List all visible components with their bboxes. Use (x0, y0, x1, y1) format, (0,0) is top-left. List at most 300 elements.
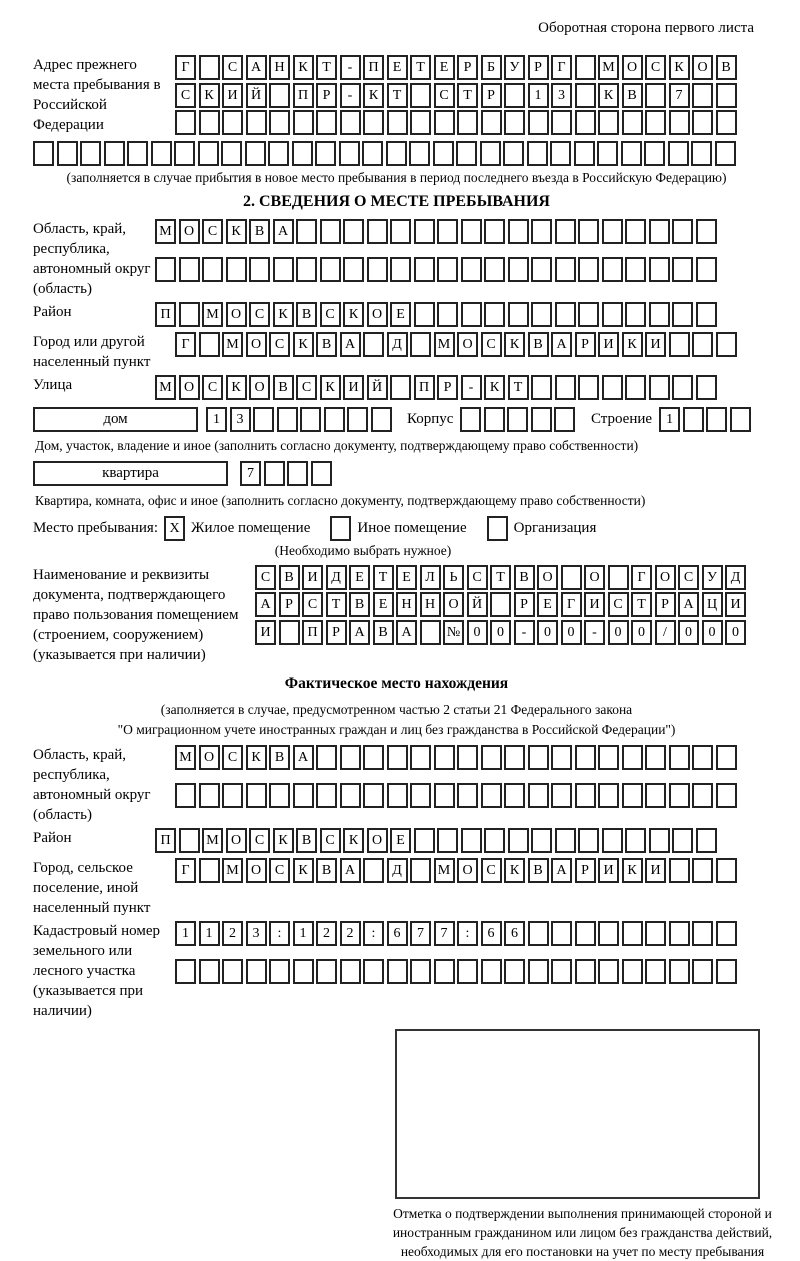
char-cell[interactable]: О (246, 858, 267, 883)
char-cell[interactable]: Р (481, 83, 502, 108)
char-cell[interactable] (409, 141, 430, 166)
char-cell[interactable] (269, 83, 290, 108)
char-cell[interactable] (320, 257, 341, 282)
char-cell[interactable]: Е (537, 592, 558, 617)
char-cell[interactable] (480, 141, 501, 166)
char-cell[interactable] (696, 375, 717, 400)
char-cell[interactable] (199, 783, 220, 808)
char-cell[interactable] (691, 141, 712, 166)
char-cell[interactable]: К (598, 83, 619, 108)
char-cell[interactable] (363, 858, 384, 883)
char-cell[interactable] (269, 959, 290, 984)
char-cell[interactable]: Т (373, 565, 394, 590)
char-cell[interactable] (598, 921, 619, 946)
char-cell[interactable] (645, 110, 666, 135)
char-cell[interactable]: И (584, 592, 605, 617)
char-cell[interactable] (199, 55, 220, 80)
char-cell[interactable]: И (645, 332, 666, 357)
char-cell[interactable] (608, 565, 629, 590)
char-cell[interactable]: 0 (561, 620, 582, 645)
char-cell[interactable]: К (226, 219, 247, 244)
char-cell[interactable] (414, 219, 435, 244)
char-cell[interactable]: 2 (316, 921, 337, 946)
char-cell[interactable]: Й (246, 83, 267, 108)
char-cell[interactable]: Е (373, 592, 394, 617)
char-cell[interactable] (504, 783, 525, 808)
char-cell[interactable] (484, 302, 505, 327)
char-cell[interactable] (343, 257, 364, 282)
char-cell[interactable] (574, 141, 595, 166)
char-cell[interactable] (692, 858, 713, 883)
char-cell[interactable]: Б (481, 55, 502, 80)
char-cell[interactable]: : (269, 921, 290, 946)
char-cell[interactable] (461, 257, 482, 282)
char-cell[interactable]: 6 (481, 921, 502, 946)
char-cell[interactable] (179, 828, 200, 853)
char-cell[interactable] (692, 783, 713, 808)
char-cell[interactable] (706, 407, 727, 432)
char-cell[interactable]: К (363, 83, 384, 108)
char-cell[interactable]: Г (551, 55, 572, 80)
char-cell[interactable] (175, 783, 196, 808)
char-cell[interactable] (347, 407, 368, 432)
char-cell[interactable]: О (246, 332, 267, 357)
char-cell[interactable] (363, 110, 384, 135)
char-cell[interactable]: Н (269, 55, 290, 80)
char-cell[interactable]: С (302, 592, 323, 617)
char-cell[interactable] (551, 745, 572, 770)
char-cell[interactable]: Р (655, 592, 676, 617)
char-cell[interactable]: Т (631, 592, 652, 617)
char-cell[interactable] (292, 141, 313, 166)
char-cell[interactable]: М (202, 302, 223, 327)
char-cell[interactable] (578, 375, 599, 400)
char-cell[interactable] (481, 783, 502, 808)
char-cell[interactable]: Н (420, 592, 441, 617)
char-cell[interactable] (508, 257, 529, 282)
char-cell[interactable] (551, 959, 572, 984)
char-cell[interactable] (622, 783, 643, 808)
char-cell[interactable] (555, 302, 576, 327)
char-cell[interactable]: О (367, 302, 388, 327)
char-cell[interactable] (457, 110, 478, 135)
char-cell[interactable] (222, 783, 243, 808)
char-cell[interactable] (531, 257, 552, 282)
char-cell[interactable]: К (622, 332, 643, 357)
char-cell[interactable]: С (202, 375, 223, 400)
char-cell[interactable]: Т (326, 592, 347, 617)
char-cell[interactable] (669, 745, 690, 770)
char-cell[interactable]: Е (349, 565, 370, 590)
char-cell[interactable] (598, 745, 619, 770)
char-cell[interactable]: В (528, 858, 549, 883)
char-cell[interactable]: Г (175, 55, 196, 80)
char-cell[interactable]: К (622, 858, 643, 883)
char-cell[interactable] (503, 141, 524, 166)
char-cell[interactable]: В (316, 858, 337, 883)
char-cell[interactable]: 0 (631, 620, 652, 645)
char-cell[interactable] (80, 141, 101, 166)
char-cell[interactable]: С (222, 745, 243, 770)
char-cell[interactable] (387, 110, 408, 135)
char-cell[interactable] (461, 219, 482, 244)
char-cell[interactable] (621, 141, 642, 166)
char-cell[interactable]: М (222, 332, 243, 357)
char-cell[interactable] (414, 257, 435, 282)
char-cell[interactable] (692, 921, 713, 946)
char-cell[interactable]: К (343, 302, 364, 327)
char-cell[interactable] (531, 219, 552, 244)
char-cell[interactable]: П (414, 375, 435, 400)
checkbox-residential[interactable]: X (164, 516, 185, 541)
char-cell[interactable] (437, 302, 458, 327)
char-cell[interactable] (287, 461, 308, 486)
char-cell[interactable] (528, 783, 549, 808)
char-cell[interactable]: О (367, 828, 388, 853)
char-cell[interactable] (508, 302, 529, 327)
char-cell[interactable] (199, 110, 220, 135)
char-cell[interactable] (293, 110, 314, 135)
char-cell[interactable] (410, 83, 431, 108)
char-cell[interactable]: К (293, 332, 314, 357)
char-cell[interactable]: С (255, 565, 276, 590)
char-cell[interactable] (598, 959, 619, 984)
char-cell[interactable] (434, 959, 455, 984)
checkbox-organization[interactable] (487, 516, 508, 541)
char-cell[interactable]: Е (387, 55, 408, 80)
char-cell[interactable] (602, 828, 623, 853)
char-cell[interactable]: С (269, 858, 290, 883)
char-cell[interactable]: О (443, 592, 464, 617)
char-cell[interactable]: С (434, 83, 455, 108)
char-cell[interactable]: - (340, 55, 361, 80)
char-cell[interactable] (622, 959, 643, 984)
char-cell[interactable] (598, 110, 619, 135)
char-cell[interactable]: П (293, 83, 314, 108)
char-cell[interactable] (481, 959, 502, 984)
char-cell[interactable]: С (296, 375, 317, 400)
char-cell[interactable] (269, 783, 290, 808)
char-cell[interactable] (199, 959, 220, 984)
char-cell[interactable]: М (222, 858, 243, 883)
char-cell[interactable] (340, 110, 361, 135)
char-cell[interactable] (602, 375, 623, 400)
char-cell[interactable]: Н (396, 592, 417, 617)
char-cell[interactable]: 0 (725, 620, 746, 645)
char-cell[interactable] (649, 219, 670, 244)
char-cell[interactable]: / (655, 620, 676, 645)
char-cell[interactable]: 1 (206, 407, 227, 432)
char-cell[interactable]: И (598, 332, 619, 357)
char-cell[interactable] (456, 141, 477, 166)
char-cell[interactable] (696, 257, 717, 282)
char-cell[interactable] (316, 783, 337, 808)
char-cell[interactable]: И (645, 858, 666, 883)
char-cell[interactable] (367, 257, 388, 282)
char-cell[interactable] (551, 921, 572, 946)
char-cell[interactable] (504, 959, 525, 984)
char-cell[interactable] (716, 783, 737, 808)
char-cell[interactable]: Ц (702, 592, 723, 617)
char-cell[interactable] (669, 921, 690, 946)
char-cell[interactable]: М (202, 828, 223, 853)
char-cell[interactable]: 0 (467, 620, 488, 645)
char-cell[interactable] (390, 375, 411, 400)
char-cell[interactable] (273, 257, 294, 282)
char-cell[interactable] (551, 110, 572, 135)
char-cell[interactable] (625, 219, 646, 244)
char-cell[interactable]: 0 (678, 620, 699, 645)
char-cell[interactable]: В (514, 565, 535, 590)
char-cell[interactable] (649, 302, 670, 327)
char-cell[interactable]: О (457, 858, 478, 883)
char-cell[interactable]: Р (437, 375, 458, 400)
char-cell[interactable] (175, 959, 196, 984)
char-cell[interactable] (669, 783, 690, 808)
char-cell[interactable]: С (320, 302, 341, 327)
char-cell[interactable] (696, 302, 717, 327)
char-cell[interactable]: С (467, 565, 488, 590)
char-cell[interactable] (625, 828, 646, 853)
char-cell[interactable] (367, 219, 388, 244)
char-cell[interactable] (716, 858, 737, 883)
char-cell[interactable] (507, 407, 528, 432)
char-cell[interactable]: 0 (537, 620, 558, 645)
char-cell[interactable]: С (645, 55, 666, 80)
char-cell[interactable]: К (504, 858, 525, 883)
char-cell[interactable]: 6 (504, 921, 525, 946)
char-cell[interactable]: А (678, 592, 699, 617)
char-cell[interactable]: К (226, 375, 247, 400)
char-cell[interactable]: - (461, 375, 482, 400)
char-cell[interactable] (602, 257, 623, 282)
char-cell[interactable] (561, 565, 582, 590)
char-cell[interactable]: И (222, 83, 243, 108)
char-cell[interactable] (316, 110, 337, 135)
char-cell[interactable] (387, 959, 408, 984)
char-cell[interactable] (669, 858, 690, 883)
char-cell[interactable]: О (692, 55, 713, 80)
char-cell[interactable] (550, 141, 571, 166)
char-cell[interactable] (575, 83, 596, 108)
char-cell[interactable] (198, 141, 219, 166)
char-cell[interactable]: 1 (293, 921, 314, 946)
char-cell[interactable] (508, 219, 529, 244)
char-cell[interactable]: В (279, 565, 300, 590)
char-cell[interactable]: С (320, 828, 341, 853)
char-cell[interactable]: Т (457, 83, 478, 108)
char-cell[interactable] (246, 959, 267, 984)
char-cell[interactable] (296, 257, 317, 282)
char-cell[interactable] (578, 828, 599, 853)
char-cell[interactable]: - (514, 620, 535, 645)
char-cell[interactable] (226, 257, 247, 282)
char-cell[interactable]: Г (561, 592, 582, 617)
char-cell[interactable]: 2 (340, 921, 361, 946)
char-cell[interactable] (716, 332, 737, 357)
char-cell[interactable]: А (396, 620, 417, 645)
char-cell[interactable] (554, 407, 575, 432)
char-cell[interactable]: В (249, 219, 270, 244)
char-cell[interactable]: О (226, 302, 247, 327)
char-cell[interactable]: В (349, 592, 370, 617)
char-cell[interactable] (555, 828, 576, 853)
char-cell[interactable] (414, 302, 435, 327)
char-cell[interactable]: И (255, 620, 276, 645)
char-cell[interactable]: - (340, 83, 361, 108)
char-cell[interactable] (437, 257, 458, 282)
char-cell[interactable] (433, 141, 454, 166)
char-cell[interactable]: 6 (387, 921, 408, 946)
char-cell[interactable] (340, 783, 361, 808)
char-cell[interactable]: О (179, 219, 200, 244)
char-cell[interactable]: К (273, 828, 294, 853)
char-cell[interactable] (386, 141, 407, 166)
char-cell[interactable] (457, 783, 478, 808)
char-cell[interactable] (484, 219, 505, 244)
char-cell[interactable]: П (363, 55, 384, 80)
char-cell[interactable] (340, 959, 361, 984)
char-cell[interactable] (669, 110, 690, 135)
char-cell[interactable] (324, 407, 345, 432)
char-cell[interactable] (672, 375, 693, 400)
char-cell[interactable] (715, 141, 736, 166)
char-cell[interactable] (490, 592, 511, 617)
char-cell[interactable] (296, 219, 317, 244)
char-cell[interactable] (410, 332, 431, 357)
char-cell[interactable]: Р (279, 592, 300, 617)
char-cell[interactable] (602, 219, 623, 244)
char-cell[interactable]: - (584, 620, 605, 645)
char-cell[interactable] (551, 783, 572, 808)
char-cell[interactable]: Е (390, 302, 411, 327)
char-cell[interactable] (363, 332, 384, 357)
char-cell[interactable]: Р (528, 55, 549, 80)
char-cell[interactable]: 3 (551, 83, 572, 108)
char-cell[interactable] (555, 257, 576, 282)
char-cell[interactable]: Т (410, 55, 431, 80)
char-cell[interactable]: 7 (410, 921, 431, 946)
char-cell[interactable]: В (716, 55, 737, 80)
char-cell[interactable] (649, 828, 670, 853)
char-cell[interactable]: О (584, 565, 605, 590)
char-cell[interactable]: С (249, 828, 270, 853)
char-cell[interactable]: О (457, 332, 478, 357)
char-cell[interactable] (264, 461, 285, 486)
char-cell[interactable] (316, 959, 337, 984)
char-cell[interactable]: Д (387, 858, 408, 883)
char-cell[interactable]: № (443, 620, 464, 645)
char-cell[interactable]: М (598, 55, 619, 80)
char-cell[interactable] (249, 257, 270, 282)
char-cell[interactable]: К (669, 55, 690, 80)
char-cell[interactable] (410, 783, 431, 808)
char-cell[interactable]: О (537, 565, 558, 590)
char-cell[interactable]: И (598, 858, 619, 883)
char-cell[interactable]: О (226, 828, 247, 853)
char-cell[interactable]: 0 (702, 620, 723, 645)
char-cell[interactable] (246, 110, 267, 135)
char-cell[interactable] (414, 828, 435, 853)
checkbox-other-premises[interactable] (330, 516, 351, 541)
char-cell[interactable]: Г (175, 858, 196, 883)
char-cell[interactable] (311, 461, 332, 486)
char-cell[interactable] (437, 219, 458, 244)
char-cell[interactable]: Е (396, 565, 417, 590)
char-cell[interactable] (484, 257, 505, 282)
char-cell[interactable] (575, 959, 596, 984)
char-cell[interactable] (692, 332, 713, 357)
char-cell[interactable]: И (343, 375, 364, 400)
char-cell[interactable] (649, 375, 670, 400)
char-cell[interactable] (277, 407, 298, 432)
char-cell[interactable] (222, 959, 243, 984)
char-cell[interactable]: А (255, 592, 276, 617)
char-cell[interactable]: И (725, 592, 746, 617)
char-cell[interactable]: Р (316, 83, 337, 108)
char-cell[interactable]: С (175, 83, 196, 108)
char-cell[interactable] (625, 257, 646, 282)
char-cell[interactable]: А (340, 858, 361, 883)
char-cell[interactable]: Р (326, 620, 347, 645)
char-cell[interactable] (672, 257, 693, 282)
char-cell[interactable] (672, 219, 693, 244)
char-cell[interactable]: У (504, 55, 525, 80)
char-cell[interactable] (649, 257, 670, 282)
char-cell[interactable] (437, 828, 458, 853)
char-cell[interactable]: 3 (246, 921, 267, 946)
char-cell[interactable]: К (293, 858, 314, 883)
char-cell[interactable] (528, 921, 549, 946)
char-cell[interactable]: Р (575, 332, 596, 357)
char-cell[interactable] (460, 407, 481, 432)
char-cell[interactable] (362, 141, 383, 166)
char-cell[interactable] (199, 332, 220, 357)
char-cell[interactable] (410, 745, 431, 770)
char-cell[interactable] (279, 620, 300, 645)
char-cell[interactable] (457, 745, 478, 770)
char-cell[interactable]: 0 (490, 620, 511, 645)
char-cell[interactable]: 7 (434, 921, 455, 946)
char-cell[interactable] (434, 110, 455, 135)
char-cell[interactable] (598, 783, 619, 808)
char-cell[interactable]: К (246, 745, 267, 770)
char-cell[interactable] (622, 110, 643, 135)
char-cell[interactable]: : (363, 921, 384, 946)
char-cell[interactable]: К (293, 55, 314, 80)
char-cell[interactable] (174, 141, 195, 166)
char-cell[interactable] (716, 921, 737, 946)
char-cell[interactable]: А (551, 858, 572, 883)
char-cell[interactable] (625, 302, 646, 327)
char-cell[interactable]: К (199, 83, 220, 108)
char-cell[interactable]: С (249, 302, 270, 327)
char-cell[interactable]: К (484, 375, 505, 400)
char-cell[interactable]: 7 (669, 83, 690, 108)
char-cell[interactable] (245, 141, 266, 166)
char-cell[interactable] (390, 257, 411, 282)
char-cell[interactable] (484, 407, 505, 432)
char-cell[interactable] (246, 783, 267, 808)
char-cell[interactable]: А (246, 55, 267, 80)
char-cell[interactable] (730, 407, 751, 432)
char-cell[interactable]: Й (467, 592, 488, 617)
char-cell[interactable]: М (434, 332, 455, 357)
char-cell[interactable] (343, 219, 364, 244)
char-cell[interactable] (622, 745, 643, 770)
char-cell[interactable] (578, 257, 599, 282)
char-cell[interactable]: Г (175, 332, 196, 357)
